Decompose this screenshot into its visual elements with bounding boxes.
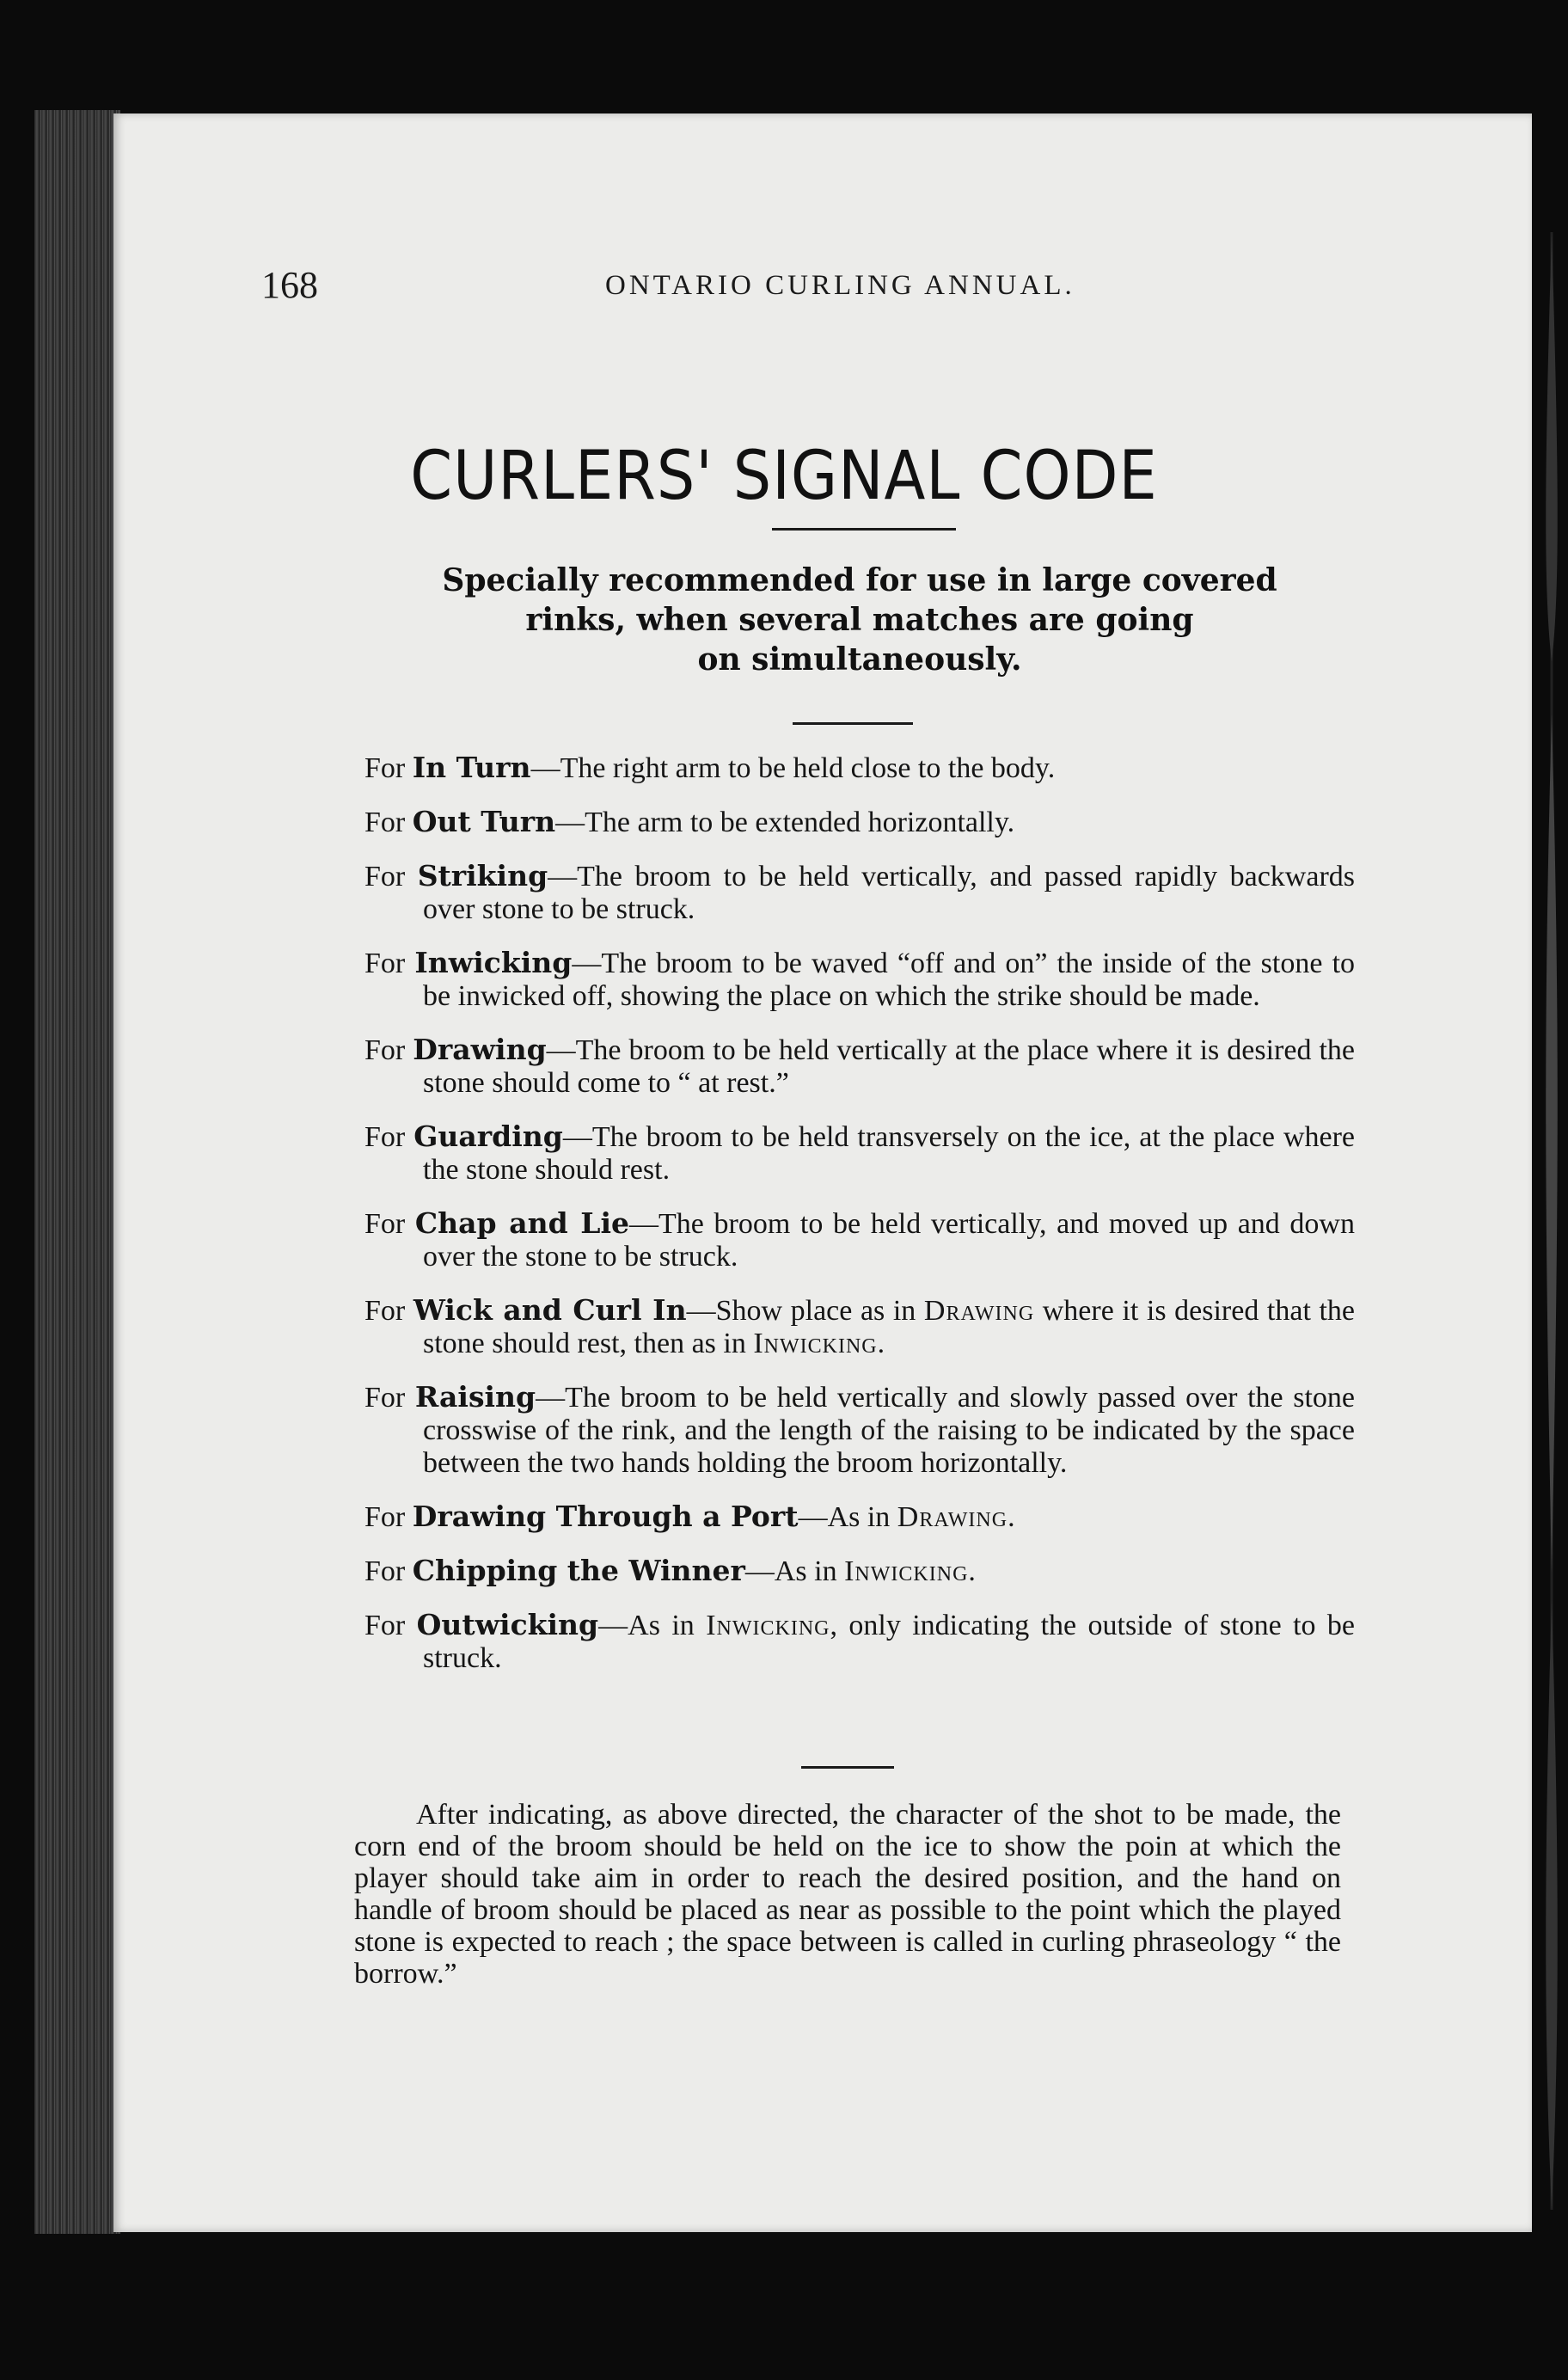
signal-entry xyxy=(364,860,1355,926)
signal-term: Guarding xyxy=(413,1119,563,1153)
signal-entry xyxy=(364,1381,1355,1480)
page-edges xyxy=(34,110,120,2234)
signal-term: Outwicking xyxy=(416,1608,599,1641)
subtitle-line: rinks, when several matches are going xyxy=(525,602,1194,638)
signal-description: —As in xyxy=(598,1610,707,1641)
signal-prefix: For xyxy=(364,861,418,892)
signal-reference: Drawing xyxy=(897,1501,1008,1533)
signal-term: Striking xyxy=(417,859,548,892)
signal-entry xyxy=(364,1294,1355,1360)
signal-prefix: For xyxy=(364,1555,413,1587)
signal-description: . xyxy=(877,1328,885,1359)
signal-reference: Inwicking xyxy=(844,1555,969,1587)
signal-description: —The broom to be waved “off and on” the inside of the stone to be inwicked off, showing the place on which the strike should be made. xyxy=(423,948,1356,1012)
signal-description: —The broom to be held vertically and slowly passed over the stone crosswise of the rink, and the length of the raising to be indicated by the space between the two hands holding the broom horizontally. xyxy=(423,1382,1356,1479)
signal-term: Chap and Lie xyxy=(414,1206,630,1240)
signal-description: . xyxy=(968,1555,976,1587)
closing-note: After indicating, as above directed, the character of the shot to be made, the corn end of the broom should be held on the ice to show the poin at which the player should take aim in order to reach the desired position, and the hand on handle of broom should be placed as near as possible to the point which the played stone is expected to reach ; the space between is called in curling phraseology “ the borrow.” xyxy=(354,1799,1341,1990)
signal-term: Raising xyxy=(414,1380,536,1414)
signal-entry xyxy=(364,806,1355,839)
signal-prefix: For xyxy=(364,1501,413,1533)
signal-prefix: For xyxy=(364,1610,417,1641)
closing-rule xyxy=(801,1766,894,1769)
signal-prefix: For xyxy=(364,1295,413,1327)
page-title: CURLERS' SIGNAL CODE xyxy=(410,436,1158,515)
subtitle-rule xyxy=(793,722,913,725)
signal-entry xyxy=(364,1500,1355,1534)
signal-prefix: For xyxy=(364,1121,414,1153)
signal-description: —As in xyxy=(744,1555,845,1587)
signal-reference: Inwicking xyxy=(706,1610,830,1641)
signal-description: —Show place as in xyxy=(686,1295,924,1327)
title-rule xyxy=(772,528,956,531)
signal-term: In Turn xyxy=(412,751,531,784)
signal-entry xyxy=(364,1120,1355,1187)
signal-description: —The broom to be held vertically at the place where it is desired the stone should come to “ at rest.” xyxy=(423,1034,1355,1099)
signal-description: . xyxy=(1008,1501,1015,1533)
running-title: ONTARIO CURLING ANNUAL. xyxy=(605,270,1075,301)
signal-prefix: For xyxy=(364,752,413,784)
signal-term: Inwicking xyxy=(414,946,573,979)
signal-entry xyxy=(364,751,1355,785)
signal-reference: Inwicking xyxy=(753,1328,878,1359)
signal-prefix: For xyxy=(364,807,413,838)
margin-ornament-icon xyxy=(1544,232,1559,2210)
signal-term: Drawing xyxy=(413,1033,547,1066)
signal-list xyxy=(364,751,1355,1696)
signal-description: where it is desired that the stone should rest, then as in xyxy=(423,1295,1356,1359)
signal-prefix: For xyxy=(364,1382,415,1414)
signal-prefix: For xyxy=(364,948,415,979)
signal-description: —The broom to be held vertically, and moved up and down over the stone to be struck. xyxy=(423,1208,1355,1273)
subtitle-line: Specially recommended for use in large covered xyxy=(442,562,1277,598)
signal-description: —The broom to be held vertically, and passed rapidly backwards over stone to be struck. xyxy=(423,861,1356,925)
signal-description: —The arm to be extended horizontally. xyxy=(555,807,1015,838)
signal-term: Out Turn xyxy=(412,805,556,838)
signal-entry xyxy=(364,947,1355,1013)
running-head xyxy=(0,263,1568,315)
page-number: 168 xyxy=(261,264,318,306)
signal-description: —As in xyxy=(798,1501,897,1533)
signal-prefix: For xyxy=(364,1034,413,1066)
subtitle xyxy=(370,561,1350,679)
subtitle-line: on simultaneously. xyxy=(697,641,1022,678)
signal-entry xyxy=(364,1034,1355,1100)
signal-entry xyxy=(364,1207,1355,1273)
signal-term: Chipping the Winner xyxy=(412,1554,745,1587)
signal-term: Wick and Curl In xyxy=(413,1293,687,1327)
signal-description: —The broom to be held transversely on the ice, at the place where the stone should rest. xyxy=(423,1121,1356,1186)
signal-term: Drawing Through a Port xyxy=(412,1500,799,1533)
signal-description: , only indicating the outside of stone to be struck. xyxy=(423,1610,1356,1674)
signal-entry xyxy=(364,1609,1355,1675)
signal-description: —The right arm to be held close to the body. xyxy=(530,752,1056,784)
signal-prefix: For xyxy=(364,1208,415,1240)
signal-reference: Drawing xyxy=(923,1295,1035,1327)
signal-entry xyxy=(364,1555,1355,1588)
